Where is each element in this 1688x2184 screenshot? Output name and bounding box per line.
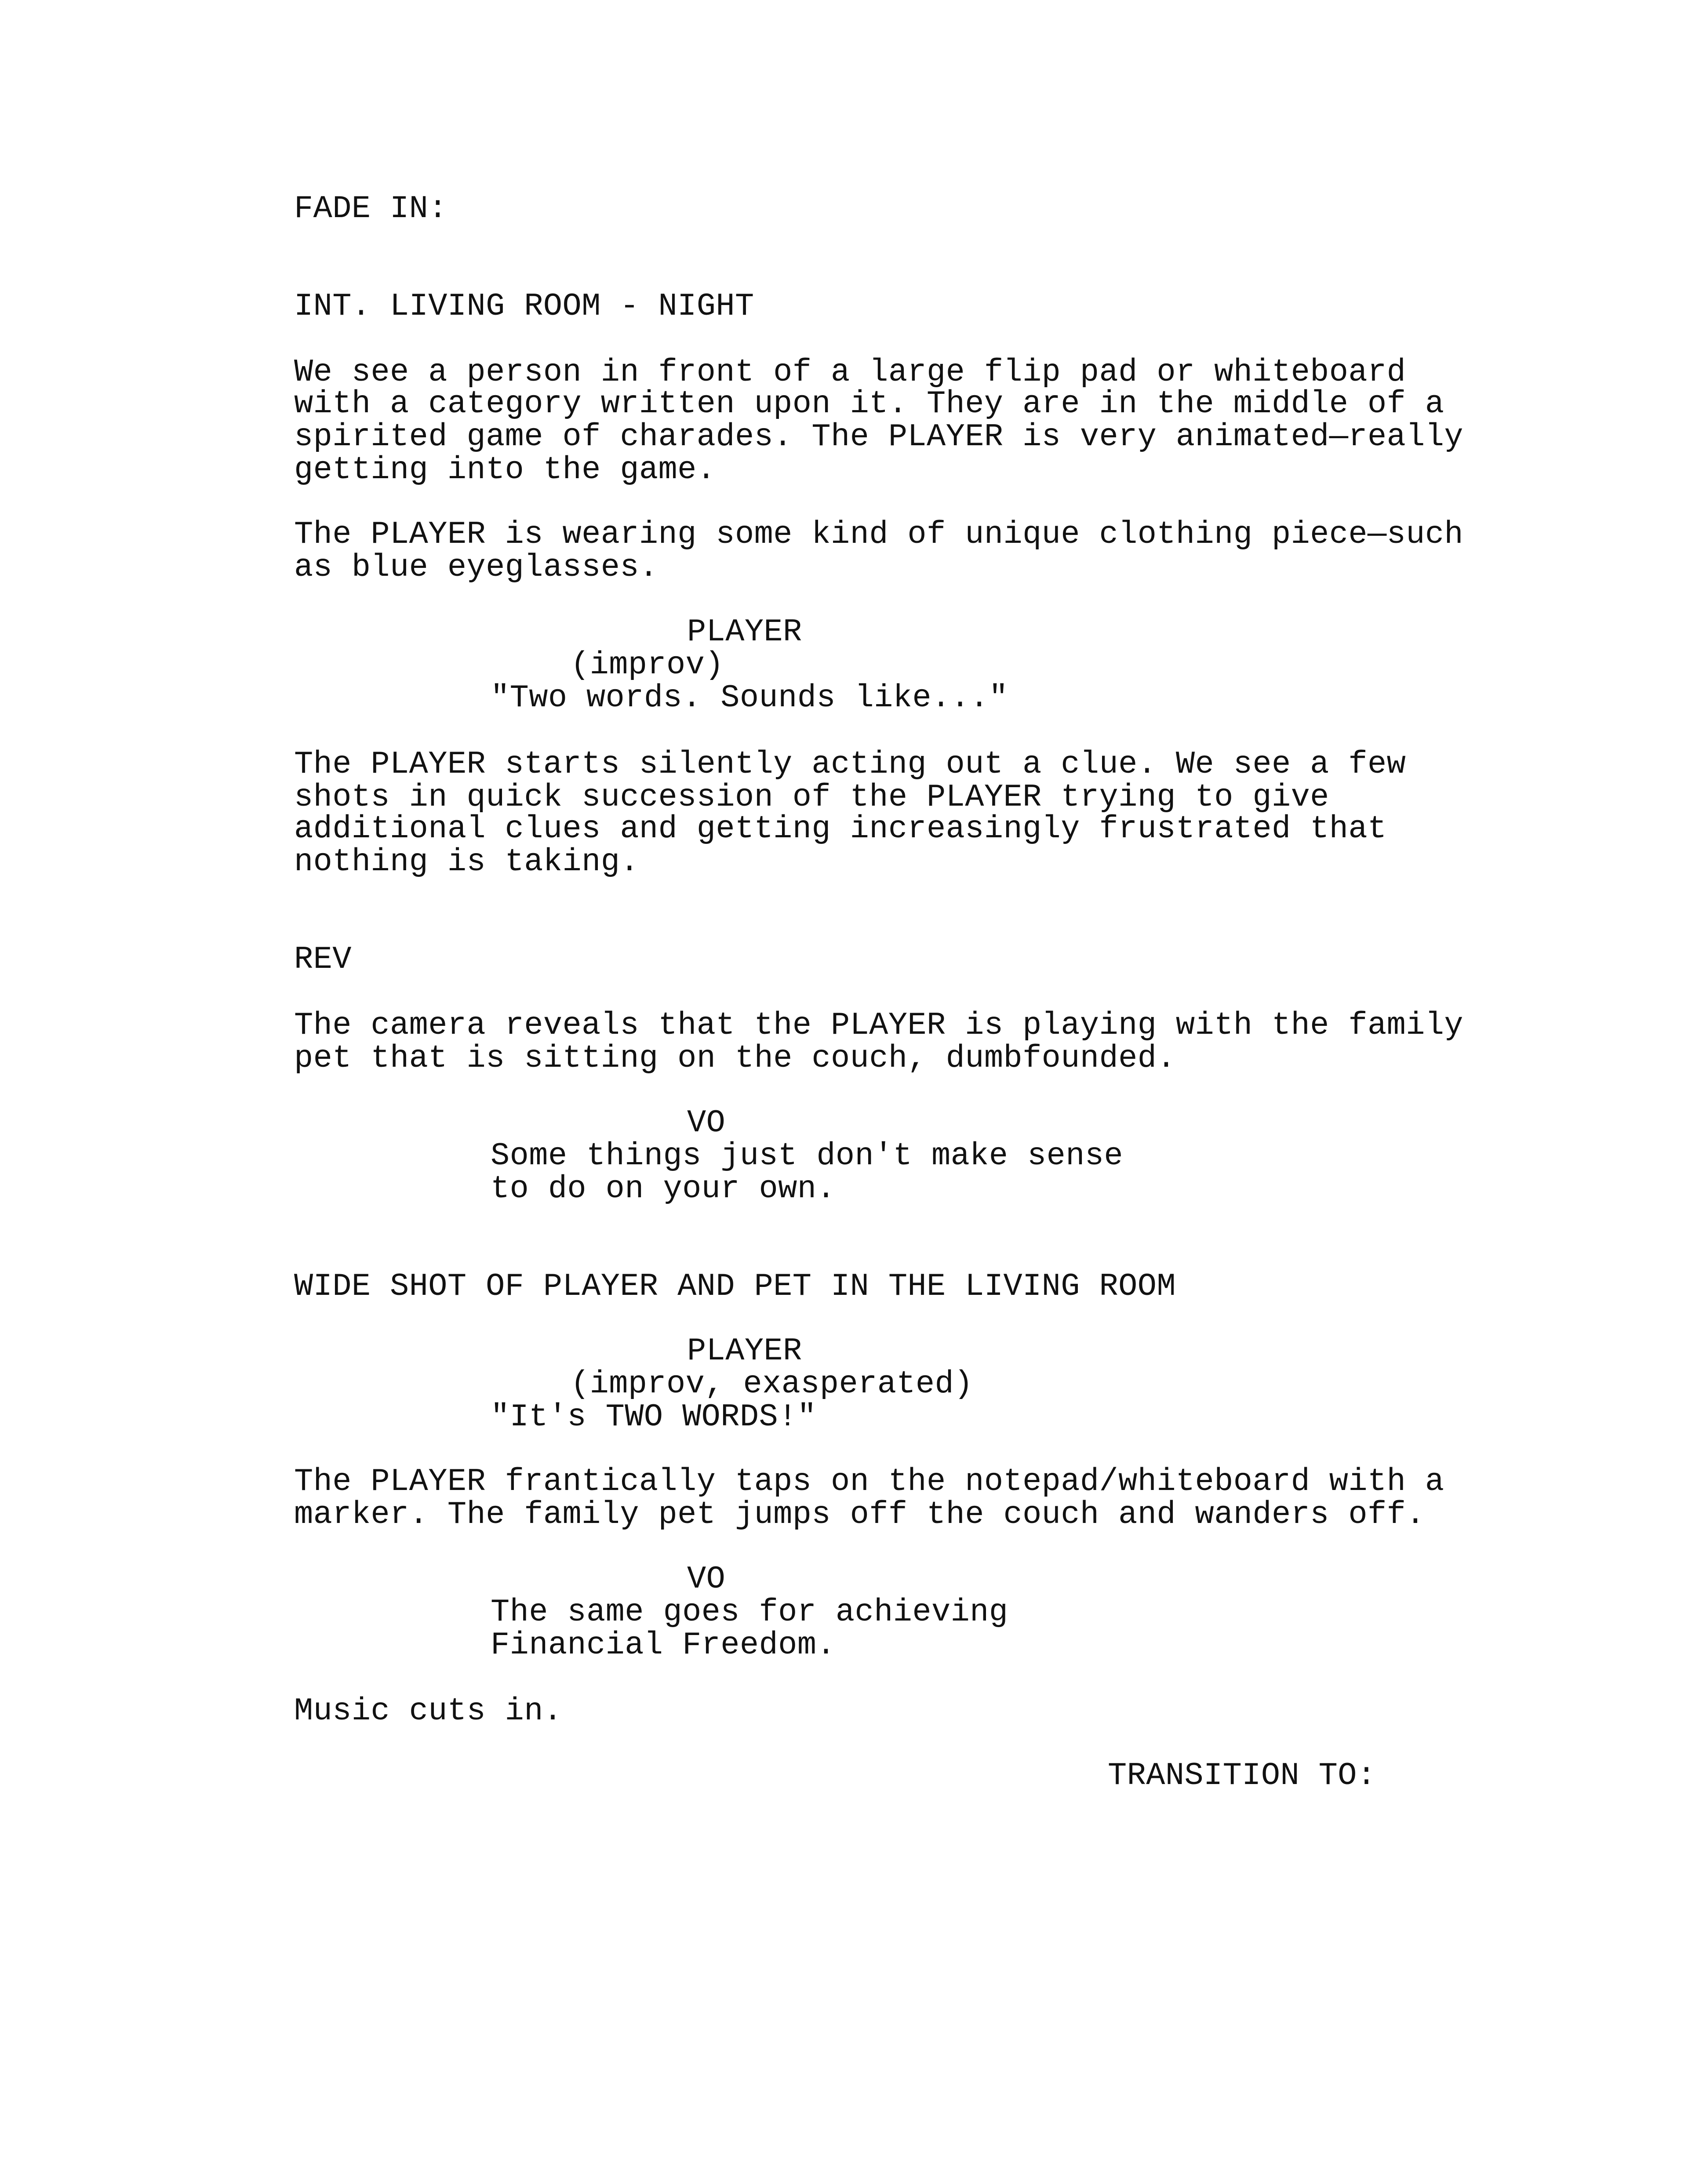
action-line: We see a person in front of a large flip pad or whiteboard xyxy=(294,354,1406,390)
action-line: Music cuts in. xyxy=(294,1693,563,1729)
shot-heading: REV xyxy=(294,941,352,978)
dialogue-line: "It's TWO WORDS!" xyxy=(491,1399,817,1435)
action-line: as blue eyeglasses. xyxy=(294,549,658,585)
action-line: The PLAYER starts silently acting out a clue. We see a few xyxy=(294,746,1406,782)
action-line: spirited game of charades. The PLAYER is very animated—really xyxy=(294,419,1464,455)
action-line: pet that is sitting on the couch, dumbfounded. xyxy=(294,1040,1176,1076)
shot-heading: WIDE SHOT OF PLAYER AND PET IN THE LIVING ROOM xyxy=(294,1268,1176,1305)
action-line: marker. The family pet jumps off the couch and wanders off. xyxy=(294,1497,1425,1533)
transition-to: TRANSITION TO: xyxy=(1108,1758,1376,1794)
action-line: The PLAYER is wearing some kind of unique clothing piece—such xyxy=(294,516,1464,552)
dialogue-line: Financial Freedom. xyxy=(491,1627,836,1663)
parenthetical: (improv, exasperated) xyxy=(571,1366,973,1402)
character-name: PLAYER xyxy=(687,1333,802,1369)
scene-heading: INT. LIVING ROOM - NIGHT xyxy=(294,288,754,324)
action-line: nothing is taking. xyxy=(294,844,639,880)
action-line: shots in quick succession of the PLAYER trying to give xyxy=(294,779,1329,815)
character-name: VO xyxy=(687,1105,726,1141)
action-line: The PLAYER frantically taps on the notepad/whiteboard with a xyxy=(294,1464,1444,1500)
action-line: with a category written upon it. They are in the middle of a xyxy=(294,386,1444,422)
character-name: VO xyxy=(687,1561,726,1597)
action-line: The camera reveals that the PLAYER is playing with the family xyxy=(294,1007,1464,1043)
dialogue-line: The same goes for achieving xyxy=(491,1594,1008,1630)
dialogue-line: "Two words. Sounds like..." xyxy=(491,680,1008,716)
character-name: PLAYER xyxy=(687,614,802,650)
dialogue-line: to do on your own. xyxy=(491,1171,836,1207)
parenthetical: (improv) xyxy=(571,647,724,683)
action-line: additional clues and getting increasingly frustrated that xyxy=(294,811,1387,847)
action-line: getting into the game. xyxy=(294,452,716,488)
dialogue-line: Some things just don't make sense xyxy=(491,1138,1124,1174)
transition-fade-in: FADE IN: xyxy=(294,191,447,227)
